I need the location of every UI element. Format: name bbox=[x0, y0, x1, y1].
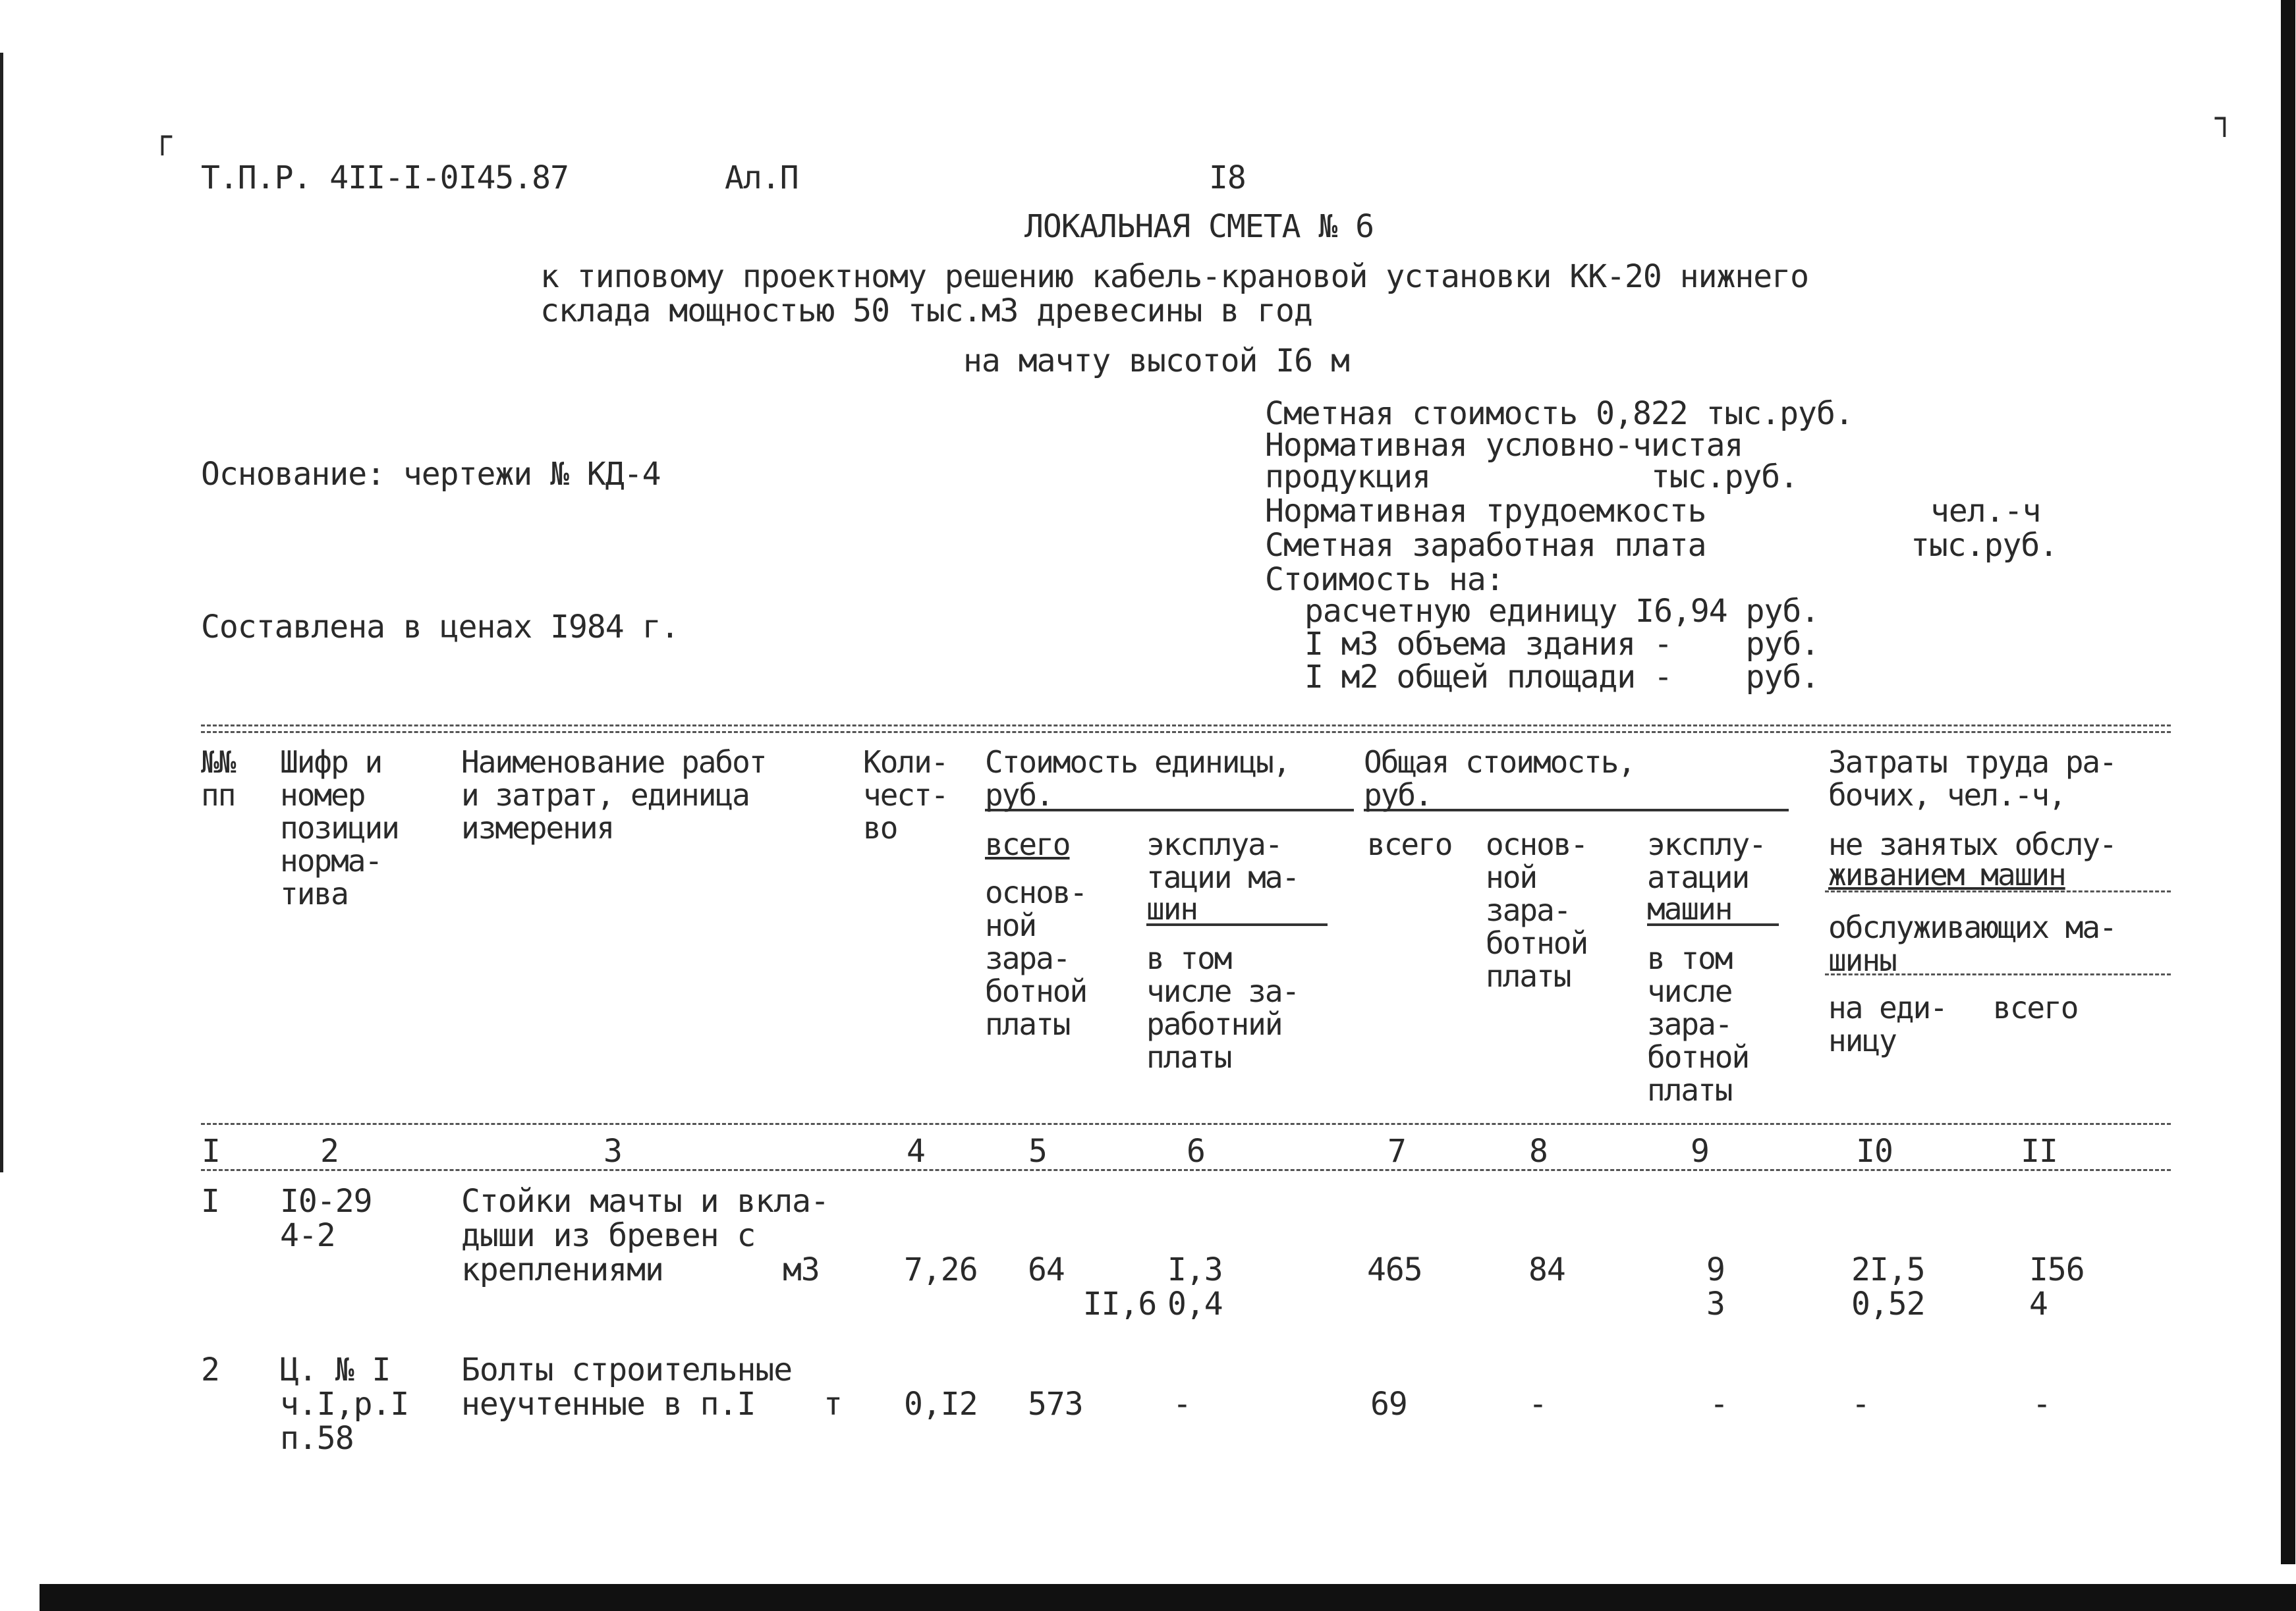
corner-mark-left: ┌ bbox=[153, 119, 172, 155]
rule-header-bottom bbox=[201, 1123, 2171, 1125]
summary-wages: Сметная заработная плата bbox=[1265, 527, 1706, 564]
row2-c8: - bbox=[1528, 1386, 1547, 1423]
row1-number: I bbox=[201, 1183, 219, 1220]
row1-code: I0-29 4-2 bbox=[280, 1183, 372, 1254]
th-c9-machines-end: машин bbox=[1647, 891, 1732, 927]
th-c7-total: всего bbox=[1367, 827, 1452, 862]
th-c11-total: всего bbox=[1993, 990, 2078, 1025]
row1-c5: 64 II,6 bbox=[1028, 1251, 1157, 1323]
th-c5-total: всего bbox=[985, 827, 1070, 862]
th-labor-not-machines: не занятых обслу- bbox=[1828, 827, 2116, 862]
summary-per-unit: расчетную единицу I6,94 руб. bbox=[1304, 593, 1820, 630]
row1-name: Стойки мачты и вкла- дыши из бревен с креплениями bbox=[461, 1183, 829, 1288]
summary-per-m2: I м2 общей площади - руб. bbox=[1304, 659, 1820, 696]
th-total-cost: Общая стоимость, bbox=[1364, 744, 1635, 780]
scan-border-left bbox=[0, 53, 3, 1172]
row2-code: Ц. № I ч.I,р.I п.58 bbox=[280, 1352, 409, 1457]
summary-wages-unit: тыс.руб. bbox=[1911, 527, 2058, 564]
row2-c7: 69 bbox=[1370, 1386, 1407, 1423]
row1-c8: 84 bbox=[1528, 1251, 1565, 1288]
row2-unit: т bbox=[824, 1386, 842, 1423]
th-labor-not-machines-end: живанием машин bbox=[1828, 857, 2065, 892]
th-c6-wages: в том числе за- работний платы bbox=[1146, 941, 1299, 1075]
row2-quantity: 0,I2 bbox=[904, 1386, 978, 1423]
row1-unit: м3 bbox=[783, 1251, 820, 1288]
summary-cost-per: Стоимость на: bbox=[1265, 561, 1504, 598]
table-top-rule bbox=[201, 724, 2171, 726]
title-line-2: к типовому проектному решению кабель-крановой установки КК-20 нижнего bbox=[540, 258, 1808, 295]
col-num-10: I0 bbox=[1856, 1133, 1893, 1170]
table-top-rule-double bbox=[201, 731, 2171, 733]
summary-per-m3: I м3 объема здания - руб. bbox=[1304, 626, 1820, 663]
th-c6-machines: эксплуа- тации ма- bbox=[1146, 827, 1299, 895]
row1-c11: I56 4 bbox=[2029, 1251, 2085, 1323]
col-num-4: 4 bbox=[907, 1133, 925, 1170]
row1-c6: I,3 0,4 bbox=[1167, 1251, 1223, 1323]
th-code: Шифр и номер позиции норма- тива bbox=[280, 744, 399, 912]
th-labor: Затраты труда ра- бочих, чел.-ч, bbox=[1828, 744, 2116, 813]
th-c10-per-unit: на еди- ницу bbox=[1828, 990, 1947, 1058]
summary-product-unit: продукция тыс.руб. bbox=[1265, 458, 1799, 495]
row1-c7: 465 bbox=[1367, 1251, 1422, 1288]
col-num-11: II bbox=[2021, 1133, 2058, 1170]
album-number: Ал.П bbox=[725, 159, 798, 196]
col-num-6: 6 bbox=[1187, 1133, 1205, 1170]
th-c8-wages: основ- ной зара- ботной платы bbox=[1486, 827, 1588, 994]
page-number: I8 bbox=[1209, 159, 1246, 196]
title-line-4: на мачту высотой I6 м bbox=[963, 342, 1349, 379]
th-c5-wages: основ- ной зара- ботной платы bbox=[985, 875, 1087, 1042]
row2-c9: - bbox=[1710, 1386, 1728, 1423]
row1-quantity: 7,26 bbox=[904, 1251, 978, 1288]
row2-c5: 573 bbox=[1028, 1386, 1083, 1423]
th-quantity: Коли- чест- во bbox=[863, 744, 948, 846]
row2-c11: - bbox=[2032, 1386, 2051, 1423]
col-num-9: 9 bbox=[1691, 1133, 1709, 1170]
title-line-3: склада мощностью 50 тыс.м3 древесины в год bbox=[540, 292, 1312, 329]
summary-labor-unit: чел.-ч bbox=[1930, 493, 2041, 530]
col-num-7: 7 bbox=[1387, 1133, 1406, 1170]
col-num-8: 8 bbox=[1529, 1133, 1548, 1170]
th-labor-machines: обслуживающих ма- шины bbox=[1828, 910, 2116, 978]
th-c6-machines-end: шин bbox=[1146, 891, 1198, 927]
th-number: №№ пп bbox=[201, 744, 235, 813]
doc-code: Т.П.Р. 4II-I-0I45.87 bbox=[201, 159, 569, 196]
col-num-5: 5 bbox=[1028, 1133, 1047, 1170]
th-unit-cost: Стоимость единицы, bbox=[985, 744, 1290, 780]
row1-c9: 9 3 bbox=[1706, 1251, 1725, 1323]
th-unit-cost-rub: руб. bbox=[985, 777, 1053, 813]
th-total-cost-rub: руб. bbox=[1364, 777, 1432, 813]
summary-labor: Нормативная трудоемкость bbox=[1265, 493, 1706, 530]
row2-c6: - bbox=[1173, 1386, 1191, 1423]
th-name: Наименование работ и затрат, единица измерения bbox=[461, 744, 766, 846]
scan-border-bottom bbox=[40, 1584, 2296, 1611]
summary-estimated-cost: Сметная стоимость 0,822 тыс.руб. bbox=[1265, 395, 1853, 432]
document-title: ЛОКАЛЬНАЯ СМЕТА № 6 bbox=[1024, 208, 1374, 245]
price-year-text: Составлена в ценах I984 г. bbox=[201, 609, 679, 645]
row2-number: 2 bbox=[201, 1352, 219, 1388]
corner-mark-right: ┐ bbox=[2215, 100, 2234, 137]
basis-text: Основание: чертежи № КД-4 bbox=[201, 456, 661, 493]
col-num-3: 3 bbox=[603, 1133, 622, 1170]
col-num-2: 2 bbox=[320, 1133, 339, 1170]
summary-normative-product: Нормативная условно-чистая bbox=[1265, 427, 1743, 464]
row2-name: Болты строительные неучтенные в п.I bbox=[461, 1352, 793, 1423]
col-num-1: I bbox=[202, 1133, 220, 1170]
scan-border-right bbox=[2281, 0, 2295, 1564]
th-c9-machines: эксплу- атации bbox=[1647, 827, 1766, 895]
row2-c10: - bbox=[1851, 1386, 1870, 1423]
th-c9-wages: в том числе зара- ботной платы bbox=[1647, 941, 1749, 1108]
row1-c10: 2I,5 0,52 bbox=[1851, 1251, 1925, 1323]
